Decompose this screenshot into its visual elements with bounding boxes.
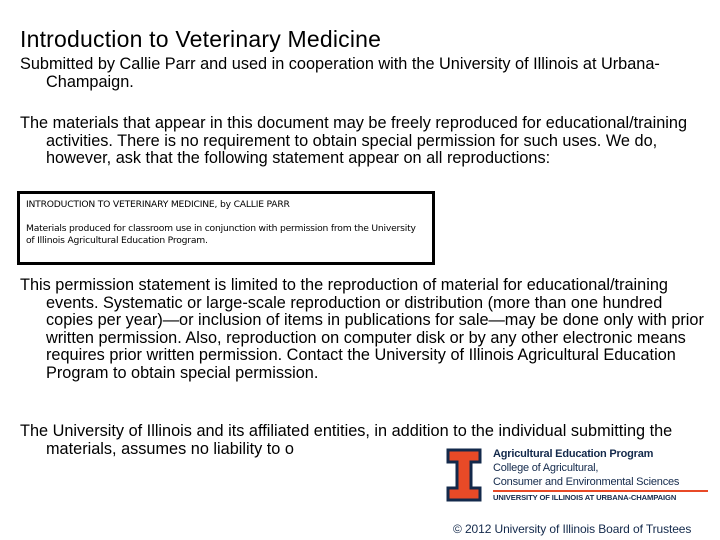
liability-paragraph: The University of Illinois and its affiliated entities, in addition to the individual submitting the materials, assumes no liability to o — [20, 422, 673, 458]
logo-divider — [493, 490, 708, 492]
permission-paragraph: This permission statement is limited to the reproduction of material for educational/training events. Systematic or large-scale reproduction or distribution (more than one hundred copies per year)—or inclusion of items in publications for sale—may be done only with prior written permission. Also, reproduction on computer disk or by any other electronic means requires prior written permission. Contact the University of Illinois Agricultural Education Program to obtain special permission. — [20, 276, 704, 382]
page-title: Introduction to Veterinary Medicine — [20, 26, 382, 52]
reproduction-statement-box — [17, 191, 435, 265]
illinois-block-i-icon — [446, 448, 482, 502]
logo-college-line: College of Agricultural, — [493, 462, 599, 474]
logo-program-title: Agricultural Education Program — [493, 448, 654, 460]
copyright-notice: © 2012 University of Illinois Board of Trustees — [453, 522, 692, 536]
submitted-paragraph: Submitted by Callie Parr and used in cooperation with the University of Illinois at Urbana-Champaign. — [20, 55, 660, 91]
logo-university-name: UNIVERSITY OF ILLINOIS AT URBANA-CHAMPAIGN — [493, 492, 677, 502]
statement-line-title: INTRODUCTION TO VETERINARY MEDICINE, by CALLIE PARR — [26, 199, 290, 210]
logo-college-line-2: Consumer and Environmental Sciences — [493, 476, 680, 488]
logo-text — [493, 447, 708, 503]
agricultural-education-logo — [436, 440, 720, 540]
materials-paragraph: The materials that appear in this document may be freely reproduced for educational/training activities. There is no requirement to obtain special permission for such uses. We do, however, ask that the following statement appear on all reproductions: — [20, 114, 687, 167]
statement-line-permission: Materials produced for classroom use in conjunction with permission from the University of Illinois Agricultural Education Program. — [26, 223, 416, 246]
